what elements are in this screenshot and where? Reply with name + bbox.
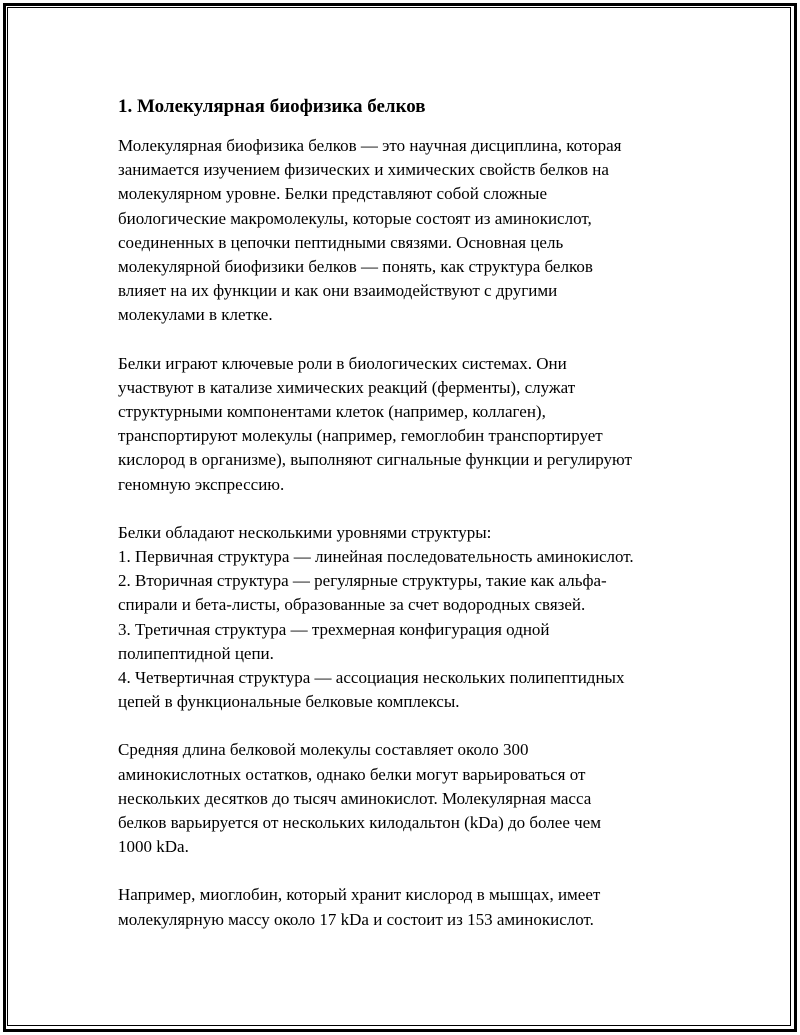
text-line: Белки играют ключевые роли в биологических системах. Они (118, 353, 567, 373)
text-line: биологические макромолекулы, которые состоят из аминокислот, (118, 208, 592, 228)
text-line: 1000 kDa. (118, 837, 189, 857)
list-item: 1. Первичная структура — линейная последовательность аминокислот. (118, 547, 634, 567)
text-line: молекулярном уровне. Белки представляют собой сложные (118, 184, 548, 204)
text-line: кислород в организме), выполняют сигнальные функции и регулируют (118, 450, 632, 470)
text-line: Средняя длина белковой молекулы составляет около 300 (118, 740, 529, 760)
document-body (118, 93, 688, 956)
text-line: влияет на их функции и как они взаимодействуют с другими (118, 281, 558, 301)
text-line: нескольких десятков до тысяч аминокислот. Молекулярная масса (118, 788, 592, 808)
text-line: транспортируют молекулы (например, гемоглобин транспортирует (118, 426, 603, 446)
paragraph-example (118, 883, 688, 931)
text-line: молекулами в клетке. (118, 305, 273, 325)
text-line: аминокислотных остатков, однако белки могут варьироваться от (118, 764, 586, 784)
paragraph-structure-levels (118, 521, 688, 715)
text-line: молекулярную массу около 17 kDa и состоит из 153 аминокислот. (118, 909, 594, 929)
paragraph-roles (118, 352, 688, 497)
text-line: структурными компонентами клеток (например, коллаген), (118, 402, 546, 422)
text-line: занимается изучением физических и химических свойств белков на (118, 160, 609, 180)
list-item: 2. Вторичная структура — регулярные структуры, такие как альфа- (118, 571, 607, 591)
text-line: участвуют в катализе химических реакций (ферменты), служат (118, 377, 576, 397)
list-item: 3. Третичная структура — трехмерная конфигурация одной (118, 619, 550, 639)
text-line: Молекулярная биофизика белков — это научная дисциплина, которая (118, 136, 622, 155)
text-line: геномную экспрессию. (118, 474, 285, 494)
text-line: молекулярной биофизики белков — понять, как структура белков (118, 257, 593, 277)
paragraph-intro (118, 134, 688, 328)
list-item: цепей в функциональные белковые комплексы. (118, 692, 460, 712)
text-line: Белки обладают несколькими уровнями структуры: (118, 522, 492, 542)
list-item: спирали и бета-листы, образованные за счет водородных связей. (118, 595, 586, 615)
section-title: 1. Молекулярная биофизика белков (118, 96, 426, 117)
text-line: соединенных в цепочки пептидными связями. Основная цель (118, 232, 564, 252)
paragraph-length-mass (118, 738, 688, 859)
text-line: Например, миоглобин, который хранит кислород в мышцах, имеет (118, 885, 601, 905)
list-item: полипептидной цепи. (118, 643, 274, 663)
text-line: белков варьируется от нескольких килодальтон (kDa) до более чем (118, 813, 601, 833)
list-item: 4. Четвертичная структура — ассоциация нескольких полипептидных (118, 668, 625, 688)
